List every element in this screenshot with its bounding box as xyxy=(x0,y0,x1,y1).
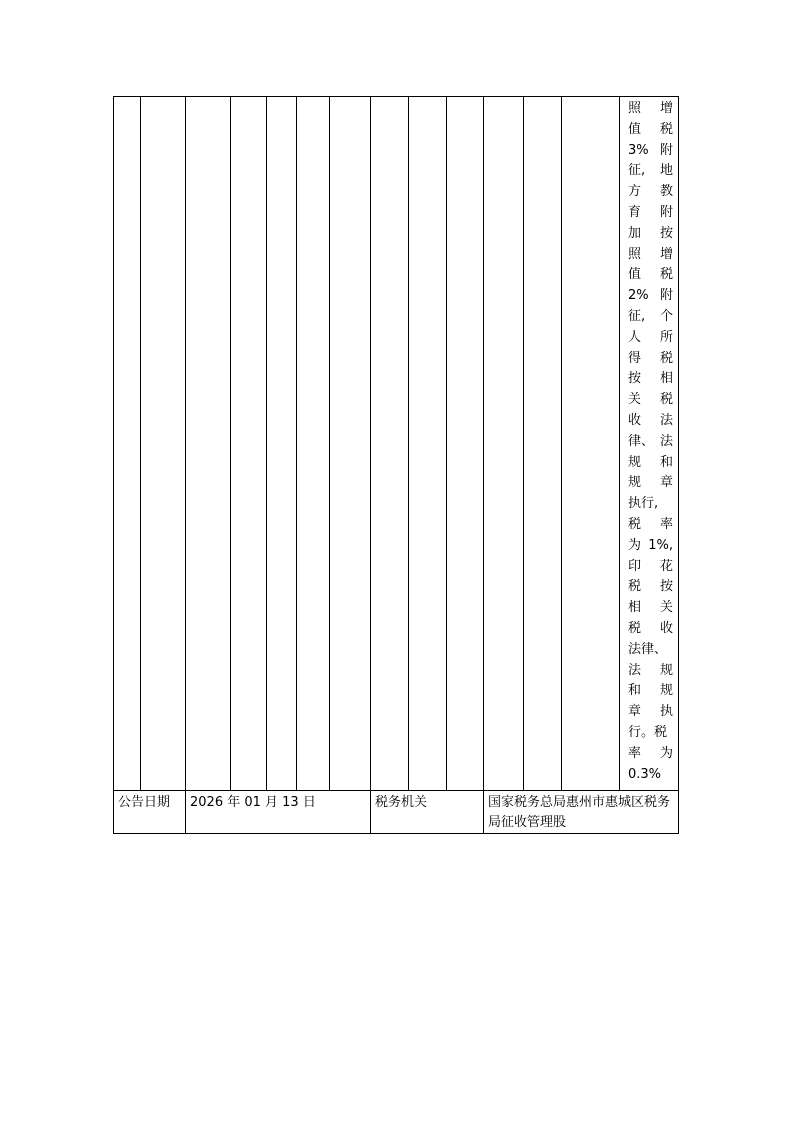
notes-line xyxy=(628,203,673,224)
table-cell xyxy=(447,97,484,791)
notes-fragment: 规 xyxy=(628,475,642,491)
notes-fragment: 法律、 xyxy=(628,641,668,657)
notes-fragment: 收 xyxy=(628,412,642,428)
notes-fragment: 规 xyxy=(659,683,673,699)
notes-fragment: 按 xyxy=(628,371,642,387)
notes-fragment: 税 xyxy=(659,392,673,408)
notes-line xyxy=(628,661,673,682)
table-cell xyxy=(114,97,141,791)
table-cell xyxy=(267,97,297,791)
notes-fragment: 关 xyxy=(628,392,642,408)
notes-line xyxy=(628,619,673,640)
notes-line xyxy=(628,473,673,494)
notes-line xyxy=(628,557,673,578)
notes-line xyxy=(628,286,673,307)
table-row-content xyxy=(114,97,679,791)
notes-fragment: 教 xyxy=(659,184,673,200)
notes-fragment: 花 xyxy=(659,558,673,574)
notes-line xyxy=(628,369,673,390)
table-cell xyxy=(524,97,562,791)
notes-fragment: 所 xyxy=(659,329,673,345)
notes-fragment: 征, xyxy=(628,308,646,324)
notes-fragment: 为 xyxy=(659,745,673,761)
notes-fragment: 和 xyxy=(659,454,673,470)
notes-line xyxy=(628,328,673,349)
notes-fragment: 育 xyxy=(628,204,642,220)
notes-fragment: 个 xyxy=(659,308,673,324)
notes-fragment: 征, xyxy=(628,163,646,179)
notes-line xyxy=(628,307,673,328)
notes-line xyxy=(628,702,673,723)
notes-line xyxy=(628,245,673,266)
notes-fragment: 法 xyxy=(628,662,642,678)
notes-line xyxy=(628,182,673,203)
notes-fragment: 为 xyxy=(628,537,642,553)
notes-line xyxy=(628,141,673,162)
table-cell xyxy=(186,97,231,791)
notes-fragment: 行。税 xyxy=(628,724,668,740)
notes-fragment: 照 xyxy=(628,246,642,262)
notes-fragment: 规 xyxy=(628,454,642,470)
notes-fragment: 执 xyxy=(659,704,673,720)
notes-line xyxy=(628,349,673,370)
notes-fragment: 0.3% xyxy=(628,766,662,782)
notes-fragment: 按 xyxy=(659,579,673,595)
notes-line xyxy=(628,723,673,744)
notes-fragment: 章 xyxy=(628,704,642,720)
notes-fragment: 章 xyxy=(659,475,673,491)
notes-line xyxy=(628,411,673,432)
notes-fragment: 增 xyxy=(659,246,673,262)
notes-fragment: 增 xyxy=(659,101,673,116)
notes-fragment: 收 xyxy=(659,620,673,636)
notes-line xyxy=(628,120,673,141)
notes-fragment: 得 xyxy=(628,350,642,366)
notes-line xyxy=(628,99,673,120)
table-row-footer xyxy=(114,791,679,834)
notes-fragment: 税 xyxy=(628,620,642,636)
table-cell xyxy=(231,97,267,791)
announcement-date: 2026 年 01 月 13 日 xyxy=(186,791,371,834)
tax-rate-notes xyxy=(620,97,678,785)
notes-fragment: 相 xyxy=(628,600,642,616)
notes-line xyxy=(628,765,673,786)
notes-fragment: 附 xyxy=(659,204,673,220)
tax-authority: 国家税务总局惠州市惠城区税务局征收管理股 xyxy=(484,791,679,834)
notes-fragment: 相 xyxy=(659,371,673,387)
notes-fragment: 按 xyxy=(659,225,673,241)
notes-line xyxy=(628,577,673,598)
notes-fragment: 税 xyxy=(659,121,673,137)
notes-fragment: 执行, xyxy=(628,496,659,512)
notes-fragment: 附 xyxy=(659,142,673,158)
notes-fragment: 照 xyxy=(628,101,642,116)
notes-fragment: 值 xyxy=(628,121,642,137)
notes-fragment: 2% xyxy=(628,288,649,304)
notes-fragment: 值 xyxy=(628,267,642,283)
table-cell xyxy=(562,97,620,791)
notes-line xyxy=(628,598,673,619)
notes-fragment: 和 xyxy=(628,683,642,699)
notes-fragment: 印 xyxy=(628,558,642,574)
notes-fragment: 税 xyxy=(659,267,673,283)
notes-line xyxy=(628,432,673,453)
notes-fragment: 法 xyxy=(659,433,673,449)
notes-fragment: 律、 xyxy=(628,433,655,449)
date-label: 公告日期 xyxy=(114,791,186,834)
notes-fragment: 方 xyxy=(628,184,642,200)
table-cell xyxy=(141,97,186,791)
notes-line xyxy=(628,640,673,661)
notes-fragment: 税 xyxy=(628,579,642,595)
table-cell xyxy=(330,97,371,791)
notes-fragment: 加 xyxy=(628,225,642,241)
table-cell xyxy=(371,97,409,791)
notes-line xyxy=(628,494,673,515)
notes-line xyxy=(628,515,673,536)
notes-fragment: 税 xyxy=(659,350,673,366)
notes-fragment: 率 xyxy=(659,516,673,532)
notes-fragment: 3% xyxy=(628,142,649,158)
table-cell xyxy=(297,97,330,791)
notes-fragment: 率 xyxy=(628,745,642,761)
notes-fragment: 地 xyxy=(659,163,673,179)
notes-line xyxy=(628,265,673,286)
tax-notice-table xyxy=(113,96,679,834)
notes-fragment: 1%, xyxy=(648,537,673,553)
notes-fragment: 附 xyxy=(659,288,673,304)
notes-fragment: 关 xyxy=(659,600,673,616)
table-cell xyxy=(484,97,524,791)
tax-notes-cell xyxy=(620,97,679,791)
table-cell xyxy=(409,97,447,791)
authority-label: 税务机关 xyxy=(371,791,484,834)
notes-line xyxy=(628,744,673,765)
notes-line xyxy=(628,390,673,411)
notes-line xyxy=(628,536,673,557)
notes-line xyxy=(628,681,673,702)
notes-fragment: 规 xyxy=(659,662,673,678)
notes-line xyxy=(628,224,673,245)
notes-fragment: 法 xyxy=(659,412,673,428)
notes-line xyxy=(628,161,673,182)
notes-fragment: 税 xyxy=(628,516,642,532)
notes-line xyxy=(628,453,673,474)
notes-fragment: 人 xyxy=(628,329,642,345)
